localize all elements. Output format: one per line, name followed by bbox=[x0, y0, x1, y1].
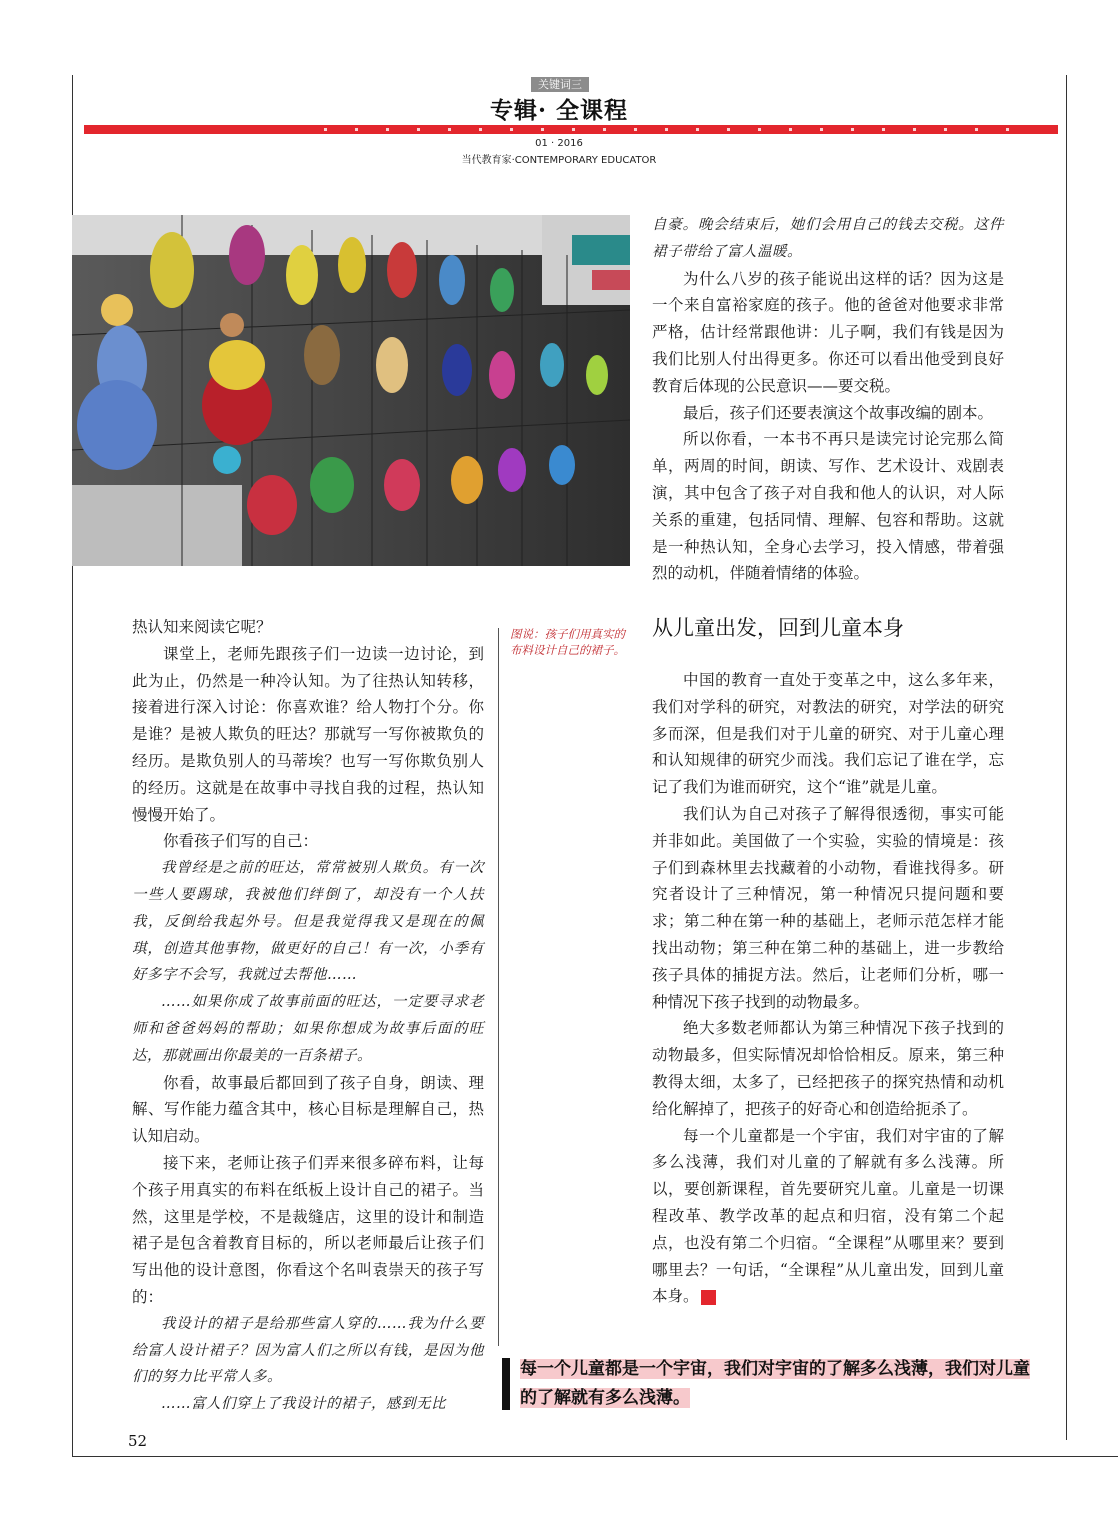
paragraph: 我们认为自己对孩子了解得很透彻，事实可能并非如此。美国做了一个实验，实验的情境是：孩子们到森林里去找藏着的小动物，看谁找得多。研究者设计了三种情况，第一种情况只提问题和要求；第二种在第一种的基础上，老师示范怎样才能找出动物；第三种在第二种的基础上，进一步教给孩子具体的捕捉方法。然后，让老师们分析，哪一种情况下孩子找到的动物最多。 bbox=[652, 804, 1004, 1011]
children-dress-artwork-illustration bbox=[72, 215, 630, 566]
paragraph: 绝大多数老师都认为第三种情况下孩子找到的动物最多，但实际情况却恰恰相反。原来，第三种教得太细，太多了，已经把孩子的探究热情和动机给化解掉了，把孩子的好奇心和创造给扼杀了。 bbox=[652, 1019, 1004, 1118]
pull-quote-bar bbox=[502, 1358, 510, 1410]
section-heading: 从儿童出发，回到儿童本身 bbox=[652, 616, 904, 640]
right-border-rule bbox=[1066, 75, 1067, 1440]
red-band-texture bbox=[310, 128, 1010, 131]
paragraph: 热认知来阅读它呢？ bbox=[132, 618, 272, 636]
student-quote: 自豪。晚会结束后，她们会用自己的钱去交税。这件裙子带给了富人温暖。 bbox=[652, 217, 1004, 260]
paragraph: 你看，故事最后都回到了孩子自身，朗读、理解、写作能力蕴含其中，核心目标是理解自己，热认知启动。 bbox=[132, 1073, 484, 1146]
bottom-border-rule bbox=[72, 1456, 1118, 1457]
paragraph: 所以你看，一本书不再只是读完讨论完那么简单，两周的时间，朗读、写作、艺术设计、戏剧表演，其中包含了孩子对自我和他人的认识，对人际关系的重建，包括同情、理解、包容和帮助。这就是一种热认知，全身心去学习，投入情感，带着强烈的动机，伴随着情绪的体验。 bbox=[652, 430, 1004, 583]
paragraph: 接下来，老师让孩子们弄来很多碎布料，让每个孩子用真实的布料在纸板上设计自己的裙子。当然，这里是学校，不是裁缝店，这里的设计和制造裙子是包含着教育目标的，所以老师最后让孩子们写出他的设计意图，你看这个名叫袁崇天的孩子写的： bbox=[132, 1153, 484, 1306]
end-mark-icon: 家 bbox=[701, 1290, 716, 1305]
paragraph: 最后，孩子们还要表演这个故事改编的剧本。 bbox=[683, 403, 994, 422]
student-quote: 我设计的裙子是给那些富人穿的……我为什么要给富人设计裙子？因为富人们之所以有钱，是因为他们的努力比平常人多。 bbox=[132, 1315, 484, 1386]
issue-number: 01 · 2016 bbox=[535, 138, 583, 149]
student-quote: ……富人们穿上了我设计的裙子，感到无比 bbox=[161, 1396, 446, 1413]
classroom-photo bbox=[72, 215, 630, 566]
paragraph: 中国的教育一直处于变革之中，这么多年来，我们对学科的研究，对教法的研究，对学法的研究多而深，但是我们对于儿童的研究、对于儿童心理和认知规律的研究少而浅。我们忘记了谁在学，忘记了我们为谁而研究，这个“谁”就是儿童。 bbox=[652, 671, 1004, 797]
right-text-column-top bbox=[652, 212, 1004, 587]
keyword-tag: 关键词三 bbox=[531, 77, 589, 92]
magazine-name: 当代教育家·CONTEMPORARY EDUCATOR bbox=[461, 155, 657, 166]
paragraph: 你看孩子们写的自己： bbox=[163, 832, 319, 851]
paragraph bbox=[652, 1123, 1004, 1311]
section-header-title: 专辑· 全课程 bbox=[489, 97, 628, 124]
page-number: 52 bbox=[128, 1432, 148, 1450]
paragraph: 课堂上，老师先跟孩子们一边读一边讨论，到此为止，仍然是一种冷认知。为了往热认知转移，接着进行深入讨论：你喜欢谁？给人物打个分。你是谁？是被人欺负的旺达？那就写一写你被欺负的经历。是欺负别人的马蒂埃？也写一写你欺负别人的经历。这就是在故事中寻找自我的过程，热认知慢慢开始了。 bbox=[132, 644, 484, 824]
pull-quote bbox=[520, 1355, 1030, 1413]
paragraph-text: 每一个儿童都是一个宇宙，我们对宇宙的了解多么浅薄，我们对儿童的了解就有多么浅薄。所以，要创新课程，首先要研究儿童。儿童是一切课程改革、教学改革的起点和归宿，没有第二个起点，也没有第二个归宿。“全课程”从哪里来？要到哪里去？一句话，“全课程”从儿童出发，回到儿童本身。 bbox=[652, 1126, 1004, 1306]
student-quote: ……如果你成了故事前面的旺达，一定要寻求老师和爸爸妈妈的帮助；如果你想成为故事后面的旺达，那就画出你最美的一百条裙子。 bbox=[132, 994, 484, 1064]
paragraph: 为什么八岁的孩子能说出这样的话？因为这是一个来自富裕家庭的孩子。他的爸爸对他要求非常严格，估计经常跟他讲：儿子啊，我们有钱是因为我们比别人付出得更多。你还可以看出他受到良好教育后体现的公民意识——要交税。 bbox=[652, 269, 1004, 395]
right-text-column-bottom bbox=[652, 667, 1004, 1310]
pull-quote-text: 每一个儿童都是一个宇宙，我们对宇宙的了解多么浅薄，我们对儿童的了解就有多么浅薄。 bbox=[520, 1359, 1030, 1408]
caption-divider bbox=[498, 628, 499, 1346]
left-text-column bbox=[132, 614, 484, 1418]
student-quote: 我曾经是之前的旺达，常常被别人欺负。有一次一些人要踢球，我被他们绊倒了，却没有一个人扶我，反倒给我起外号。但是我觉得我又是现在的佩琪，创造其他事物，做更好的自己！有一次，小季有好多字不会写，我就过去帮他…… bbox=[132, 860, 484, 984]
photo-caption: 图说：孩子们用真实的布料设计自己的裙子。 bbox=[510, 627, 625, 657]
